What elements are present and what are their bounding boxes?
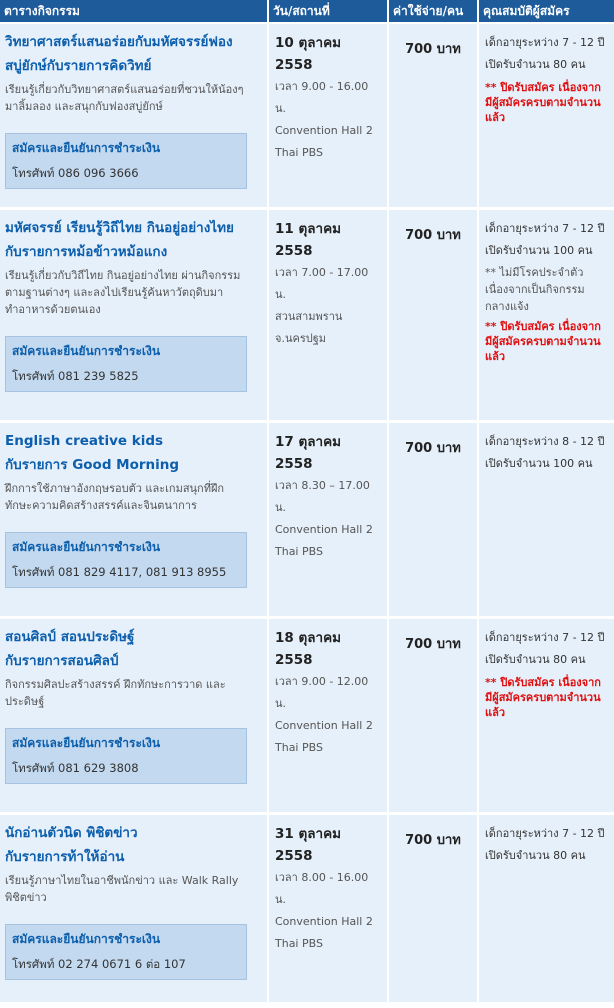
register-label[interactable]: สมัครและยืนยันการชำระเงิน — [12, 344, 161, 358]
event-place: Convention Hall 2 — [275, 523, 373, 536]
activity-cell — [0, 618, 268, 814]
header-cost: ค่าใช้จ่าย/คน — [388, 0, 478, 23]
event-place: Thai PBS — [275, 937, 323, 950]
activity-title[interactable]: สอนศิลป์ สอนประดิษฐ์ กับรายการสอนศิลป์ — [5, 629, 135, 669]
activity-description: เรียนรู้ภาษาไทยในอาชีพนักข่าว และ Walk Rally พิชิตข่าว — [5, 874, 239, 904]
age-range: เด็กอายุระหว่าง 7 - 12 ปี — [485, 827, 605, 840]
register-box[interactable] — [5, 924, 247, 980]
closed-notice: ** ปิดรับสมัคร เนื่องจาก มีผู้สมัครครบตามจำนวน แล้ว — [485, 320, 601, 363]
table-row — [0, 23, 614, 209]
capacity: เปิดรับจำนวน 80 คน — [485, 653, 586, 666]
register-box[interactable] — [5, 336, 247, 392]
table-header-row — [0, 0, 614, 23]
date-place-cell — [268, 23, 388, 209]
age-range: เด็กอายุระหว่าง 8 - 12 ปี — [485, 435, 605, 448]
phone-number: โทรศัพท์ 081 629 3808 — [12, 761, 139, 775]
header-date-place: วัน/สถานที่ — [268, 0, 388, 23]
table-row — [0, 209, 614, 422]
capacity: เปิดรับจำนวน 80 คน — [485, 58, 586, 71]
event-date: 17 ตุลาคม 2558 — [275, 434, 342, 472]
closed-notice: ** ปิดรับสมัคร เนื่องจาก มีผู้สมัครครบตามจำนวน แล้ว — [485, 81, 601, 124]
activity-cell — [0, 422, 268, 618]
event-date: 18 ตุลาคม 2558 — [275, 630, 342, 668]
price: 700 บาท — [405, 637, 461, 652]
register-box[interactable] — [5, 728, 247, 784]
date-place-cell — [268, 814, 388, 1004]
activity-description: เรียนรู้เกี่ยวกับวิถีไทย กินอยู่อย่างไทย ผ่านกิจกรรม ตามฐานต่างๆ และลงไปเรียนรู้ค้นหาวัตถุดิบมา ทำอาหารด้วยตนเอง — [5, 269, 241, 316]
activity-description: กิจกรรมศิลปะสร้างสรรค์ ฝึกทักษะการวาด และ ประดิษฐ์ — [5, 678, 226, 708]
event-time: เวลา 9.00 - 12.00 น. — [275, 675, 369, 710]
cost-cell — [388, 618, 478, 814]
cost-cell — [388, 422, 478, 618]
register-box[interactable] — [5, 532, 247, 588]
cost-cell — [388, 209, 478, 422]
health-note: ** ไม่มีโรคประจำตัว เนื่องจากเป็นกิจกรรม กลางแจ้ง — [485, 266, 585, 313]
date-place-cell — [268, 209, 388, 422]
age-range: เด็กอายุระหว่าง 7 - 12 ปี — [485, 222, 605, 235]
activity-cell — [0, 23, 268, 209]
activity-title[interactable]: วิทยาศาสตร์แสนอร่อยกับมหัศจรรย์ฟอง สบู่ยักษ์กับรายการคิดวิทย์ — [5, 34, 233, 74]
event-time: เวลา 9.00 - 16.00 น. — [275, 80, 369, 115]
table-row — [0, 618, 614, 814]
price: 700 บาท — [405, 228, 461, 243]
capacity: เปิดรับจำนวน 100 คน — [485, 244, 593, 257]
event-place: Thai PBS — [275, 545, 323, 558]
header-qualification: คุณสมบัติผู้สมัคร — [478, 0, 614, 23]
event-place: Convention Hall 2 — [275, 124, 373, 137]
activity-description: ฝึกการใช้ภาษาอังกฤษรอบตัว และเกมสนุกที่ฝึก ทักษะความคิดสร้างสรรค์และจินตนาการ — [5, 482, 225, 512]
event-place: Convention Hall 2 — [275, 915, 373, 928]
qualification-cell — [478, 209, 614, 422]
event-place: จ.นครปฐม — [275, 332, 327, 345]
event-time: เวลา 8.00 - 16.00 น. — [275, 871, 369, 906]
table-row — [0, 422, 614, 618]
event-place: Convention Hall 2 — [275, 719, 373, 732]
price: 700 บาท — [405, 42, 461, 57]
register-label[interactable]: สมัครและยืนยันการชำระเงิน — [12, 141, 161, 155]
qualification-cell — [478, 23, 614, 209]
event-time: เวลา 8.30 – 17.00 น. — [275, 479, 370, 514]
price: 700 บาท — [405, 441, 461, 456]
table-row — [0, 814, 614, 1004]
event-date: 10 ตุลาคม 2558 — [275, 35, 342, 73]
activity-title[interactable]: นักอ่านตัวนิด พิชิตข่าว กับรายการท้าให้อ่าน — [5, 825, 138, 865]
cost-cell — [388, 814, 478, 1004]
event-date: 31 ตุลาคม 2558 — [275, 826, 342, 864]
cost-cell — [388, 23, 478, 209]
date-place-cell — [268, 422, 388, 618]
age-range: เด็กอายุระหว่าง 7 - 12 ปี — [485, 631, 605, 644]
register-label[interactable]: สมัครและยืนยันการชำระเงิน — [12, 736, 161, 750]
event-place: สวนสามพราน — [275, 310, 343, 323]
event-date: 11 ตุลาคม 2558 — [275, 221, 342, 259]
activity-cell — [0, 814, 268, 1004]
price: 700 บาท — [405, 833, 461, 848]
header-activity: ตารางกิจกรรม — [0, 0, 268, 23]
register-label[interactable]: สมัครและยืนยันการชำระเงิน — [12, 932, 161, 946]
qualification-cell — [478, 618, 614, 814]
phone-number: โทรศัพท์ 02 274 0671 6 ต่อ 107 — [12, 957, 186, 971]
activity-title[interactable]: English creative kids กับรายการ Good Morning — [5, 433, 180, 473]
activity-cell — [0, 209, 268, 422]
phone-number: โทรศัพท์ 081 239 5825 — [12, 369, 139, 383]
qualification-cell — [478, 814, 614, 1004]
capacity: เปิดรับจำนวน 100 คน — [485, 457, 593, 470]
event-place: Thai PBS — [275, 146, 323, 159]
age-range: เด็กอายุระหว่าง 7 - 12 ปี — [485, 36, 605, 49]
register-label[interactable]: สมัครและยืนยันการชำระเงิน — [12, 540, 161, 554]
date-place-cell — [268, 618, 388, 814]
event-time: เวลา 7.00 - 17.00 น. — [275, 266, 369, 301]
event-place: Thai PBS — [275, 741, 323, 754]
phone-number: โทรศัพท์ 081 829 4117, 081 913 8955 — [12, 565, 227, 579]
activity-title[interactable]: มหัศจรรย์ เรียนรู้วิถีไทย กินอยู่อย่างไทย กับรายการหม้อข้าวหม้อแกง — [5, 220, 234, 260]
capacity: เปิดรับจำนวน 80 คน — [485, 849, 586, 862]
phone-number: โทรศัพท์ 086 096 3666 — [12, 166, 139, 180]
activity-description: เรียนรู้เกี่ยวกับวิทยาศาสตร์แสนอร่อยที่ชวนให้น้องๆ มาลิ้มลอง และสนุกกับฟองสบู่ยักษ์ — [5, 83, 244, 113]
register-box[interactable] — [5, 133, 247, 189]
qualification-cell — [478, 422, 614, 618]
closed-notice: ** ปิดรับสมัคร เนื่องจาก มีผู้สมัครครบตามจำนวน แล้ว — [485, 676, 601, 719]
